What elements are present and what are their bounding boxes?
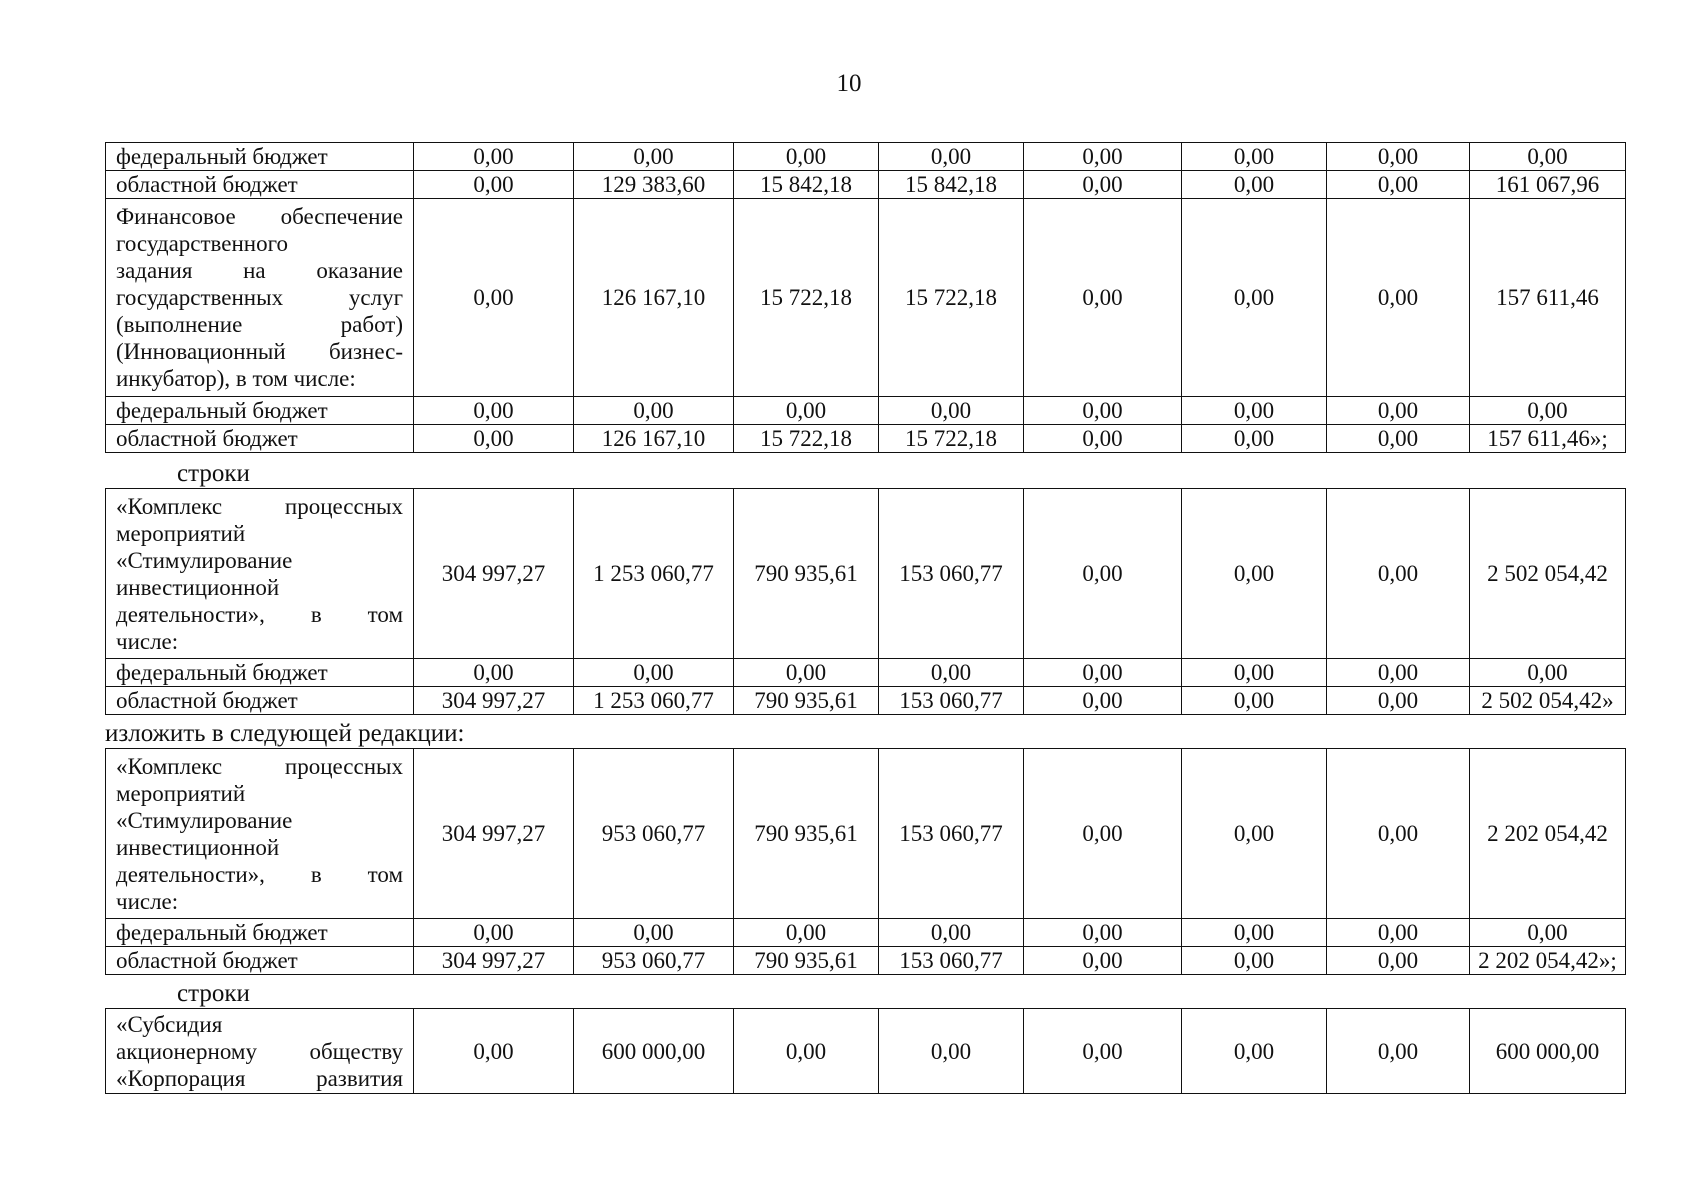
- label-line: инвестиционной: [116, 574, 280, 600]
- value-cell: 790 935,61: [734, 687, 879, 715]
- value-cell: 0,00: [1182, 489, 1327, 659]
- value-cell: 0,00: [414, 425, 574, 453]
- value-cell: 0,00: [414, 143, 574, 171]
- value-cell: 953 060,77: [574, 749, 734, 919]
- value-cell: 2 202 054,42: [1470, 749, 1626, 919]
- label-line: мероприятий: [116, 780, 246, 806]
- value-cell: 953 060,77: [574, 947, 734, 975]
- value-cell: 15 842,18: [734, 171, 879, 199]
- value-cell: 0,00: [1182, 659, 1327, 687]
- budget-table: [105, 142, 1626, 453]
- value-cell: 0,00: [879, 919, 1024, 947]
- page-number: 10: [836, 70, 862, 97]
- label-line: «Комплекс процессных: [116, 753, 403, 779]
- value-cell: 0,00: [1182, 919, 1327, 947]
- value-cell: 129 383,60: [574, 171, 734, 199]
- label-line: государственных услуг: [116, 285, 403, 310]
- value-cell: 0,00: [1024, 919, 1182, 947]
- value-cell: 0,00: [1327, 199, 1470, 397]
- value-cell: 0,00: [1182, 425, 1327, 453]
- label-line: акционерному обществу: [116, 1038, 403, 1064]
- value-cell: 0,00: [1182, 397, 1327, 425]
- value-cell: 790 935,61: [734, 749, 879, 919]
- label-line: «Субсидия: [116, 1011, 223, 1037]
- row-label: [106, 489, 414, 659]
- row-label: федеральный бюджет: [106, 659, 414, 687]
- value-cell: 0,00: [1327, 749, 1470, 919]
- text-stroki: строки: [177, 460, 250, 487]
- value-cell: 0,00: [1470, 659, 1626, 687]
- value-cell: 0,00: [1024, 1009, 1182, 1094]
- text-izlozhit: изложить в следующей редакции:: [105, 720, 465, 747]
- value-cell: 15 722,18: [734, 425, 879, 453]
- value-cell: 0,00: [1327, 659, 1470, 687]
- budget-table-block-3: [105, 748, 1625, 975]
- value-cell: 0,00: [1327, 143, 1470, 171]
- value-cell: 0,00: [1182, 1009, 1327, 1094]
- value-cell: 0,00: [1024, 425, 1182, 453]
- value-cell: 0,00: [1182, 749, 1327, 919]
- label-line: деятельности», в том: [116, 601, 403, 627]
- value-cell: 0,00: [1327, 919, 1470, 947]
- value-cell: 0,00: [734, 143, 879, 171]
- label-line: «Стимулирование: [116, 547, 293, 573]
- budget-table: [105, 488, 1626, 715]
- table-row: [106, 919, 1626, 947]
- value-cell: 304 997,27: [414, 489, 574, 659]
- table-row: [106, 425, 1626, 453]
- value-cell: 790 935,61: [734, 489, 879, 659]
- value-cell: 0,00: [1024, 171, 1182, 199]
- table-row: [106, 947, 1626, 975]
- table-row: [106, 397, 1626, 425]
- table-row: [106, 659, 1626, 687]
- value-cell: 0,00: [1024, 143, 1182, 171]
- table-row: [106, 143, 1626, 171]
- value-cell: 600 000,00: [1470, 1009, 1626, 1094]
- label-line: государственного: [116, 231, 288, 256]
- value-cell: 0,00: [1470, 397, 1626, 425]
- value-cell: 2 502 054,42»: [1470, 687, 1626, 715]
- row-label: [106, 1009, 414, 1094]
- row-label: областной бюджет: [106, 947, 414, 975]
- row-label: областной бюджет: [106, 687, 414, 715]
- value-cell: 153 060,77: [879, 749, 1024, 919]
- value-cell: 0,00: [574, 659, 734, 687]
- value-cell: 0,00: [414, 199, 574, 397]
- table-row: [106, 199, 1626, 397]
- row-label: федеральный бюджет: [106, 397, 414, 425]
- value-cell: 0,00: [574, 397, 734, 425]
- value-cell: 0,00: [879, 659, 1024, 687]
- label-line: Финансовое обеспечение: [116, 204, 403, 229]
- value-cell: 0,00: [1182, 171, 1327, 199]
- value-cell: 15 842,18: [879, 171, 1024, 199]
- row-label: [106, 199, 414, 397]
- value-cell: 0,00: [574, 919, 734, 947]
- table-row: [106, 171, 1626, 199]
- row-label: федеральный бюджет: [106, 919, 414, 947]
- value-cell: 0,00: [1024, 199, 1182, 397]
- label-line: деятельности», в том: [116, 861, 403, 887]
- label-line: (выполнение работ): [116, 312, 403, 337]
- value-cell: 1 253 060,77: [574, 687, 734, 715]
- value-cell: 15 722,18: [879, 425, 1024, 453]
- label-line: «Стимулирование: [116, 807, 293, 833]
- label-line: инвестиционной: [116, 834, 280, 860]
- row-label: федеральный бюджет: [106, 143, 414, 171]
- value-cell: 0,00: [879, 1009, 1024, 1094]
- budget-table-block-4: [105, 1008, 1625, 1094]
- value-cell: 2 202 054,42»;: [1470, 947, 1626, 975]
- budget-table: [105, 748, 1626, 975]
- value-cell: 0,00: [1024, 489, 1182, 659]
- value-cell: 0,00: [1024, 749, 1182, 919]
- value-cell: 0,00: [1024, 947, 1182, 975]
- value-cell: 0,00: [1024, 659, 1182, 687]
- value-cell: 157 611,46»;: [1470, 425, 1626, 453]
- table-row: [106, 687, 1626, 715]
- value-cell: 0,00: [574, 143, 734, 171]
- value-cell: 0,00: [1327, 397, 1470, 425]
- row-label: областной бюджет: [106, 425, 414, 453]
- value-cell: 153 060,77: [879, 687, 1024, 715]
- value-cell: 0,00: [1182, 143, 1327, 171]
- value-cell: 0,00: [1327, 171, 1470, 199]
- value-cell: 1 253 060,77: [574, 489, 734, 659]
- value-cell: 0,00: [1182, 687, 1327, 715]
- value-cell: 0,00: [1182, 947, 1327, 975]
- table-row: [106, 1009, 1626, 1094]
- label-line: «Комплекс процессных: [116, 493, 403, 519]
- value-cell: 0,00: [1327, 687, 1470, 715]
- label-line: мероприятий: [116, 520, 246, 546]
- value-cell: 2 502 054,42: [1470, 489, 1626, 659]
- value-cell: 0,00: [414, 397, 574, 425]
- row-label: [106, 749, 414, 919]
- value-cell: 0,00: [1327, 489, 1470, 659]
- label-line: числе:: [116, 628, 179, 654]
- label-line: задания на оказание: [116, 258, 403, 283]
- table-row: [106, 749, 1626, 919]
- value-cell: 157 611,46: [1470, 199, 1626, 397]
- value-cell: 0,00: [414, 659, 574, 687]
- label-line: инкубатор), в том числе:: [116, 366, 356, 391]
- value-cell: 0,00: [734, 397, 879, 425]
- value-cell: 161 067,96: [1470, 171, 1626, 199]
- label-line: числе:: [116, 888, 179, 914]
- value-cell: 0,00: [414, 171, 574, 199]
- value-cell: 0,00: [1327, 947, 1470, 975]
- value-cell: 15 722,18: [879, 199, 1024, 397]
- value-cell: 0,00: [414, 1009, 574, 1094]
- value-cell: 304 997,27: [414, 687, 574, 715]
- value-cell: 126 167,10: [574, 199, 734, 397]
- value-cell: 0,00: [1024, 687, 1182, 715]
- value-cell: 15 722,18: [734, 199, 879, 397]
- text-stroki: строки: [177, 980, 250, 1007]
- value-cell: 0,00: [734, 1009, 879, 1094]
- value-cell: 0,00: [734, 659, 879, 687]
- budget-table: [105, 1008, 1626, 1094]
- label-line: «Корпорация развития: [116, 1065, 403, 1091]
- value-cell: 790 935,61: [734, 947, 879, 975]
- value-cell: 0,00: [1470, 919, 1626, 947]
- value-cell: 0,00: [1470, 143, 1626, 171]
- value-cell: 0,00: [1327, 425, 1470, 453]
- value-cell: 153 060,77: [879, 947, 1024, 975]
- value-cell: 600 000,00: [574, 1009, 734, 1094]
- budget-table-block-2: [105, 488, 1625, 715]
- label-line: (Инновационный бизнес-: [116, 339, 403, 364]
- row-label: областной бюджет: [106, 171, 414, 199]
- value-cell: 0,00: [879, 143, 1024, 171]
- value-cell: 0,00: [414, 919, 574, 947]
- value-cell: 0,00: [1327, 1009, 1470, 1094]
- value-cell: 0,00: [734, 919, 879, 947]
- value-cell: 126 167,10: [574, 425, 734, 453]
- value-cell: 0,00: [879, 397, 1024, 425]
- budget-table-block-1: [105, 142, 1625, 453]
- value-cell: 0,00: [1024, 397, 1182, 425]
- value-cell: 0,00: [1182, 199, 1327, 397]
- value-cell: 153 060,77: [879, 489, 1024, 659]
- table-row: [106, 489, 1626, 659]
- value-cell: 304 997,27: [414, 947, 574, 975]
- value-cell: 304 997,27: [414, 749, 574, 919]
